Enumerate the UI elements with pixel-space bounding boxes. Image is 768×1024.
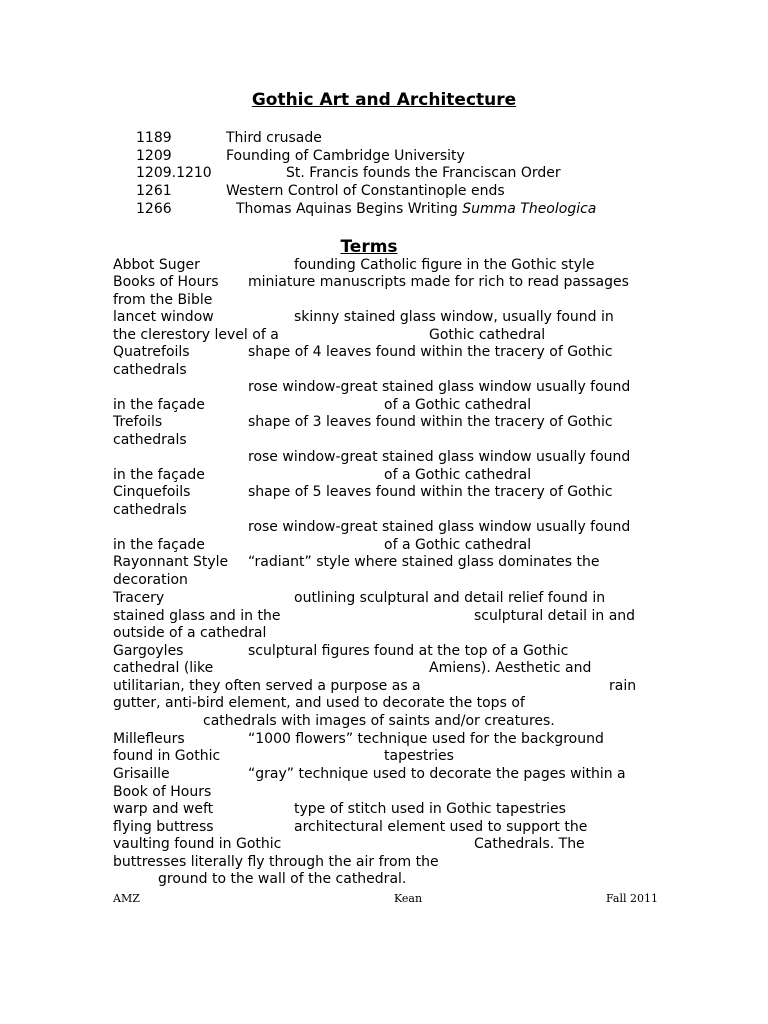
term-text: cathedrals with images of saints and/or creatures. <box>203 713 555 729</box>
term-name: Gargoyles <box>113 643 184 659</box>
term-name: Tracery <box>113 590 165 606</box>
term-definition: shape of 4 leaves found within the tracery of Gothic <box>248 344 613 360</box>
term-name: Quatrefoils <box>113 344 190 360</box>
term-text: the clerestory level of a <box>113 327 279 343</box>
timeline-year: 1209.1210 <box>136 165 212 181</box>
timeline-event: Founding of Cambridge University <box>226 148 465 164</box>
term-text: of a Gothic cathedral <box>384 537 532 553</box>
term-text: cathedrals <box>113 502 187 518</box>
term-name: flying buttress <box>113 819 214 835</box>
term-name: lancet window <box>113 309 214 325</box>
term-definition: sculptural figures found at the top of a Gothic <box>248 643 569 659</box>
term-text: stained glass and in the <box>113 608 281 624</box>
term-text: in the façade <box>113 467 205 483</box>
term-text: cathedrals <box>113 432 187 448</box>
term-text: found in Gothic <box>113 748 221 764</box>
terms-heading: Terms <box>340 237 398 257</box>
term-text: Book of Hours <box>113 784 212 800</box>
footer-right: Fall 2011 <box>606 892 658 905</box>
term-definition: skinny stained glass window, usually found in <box>294 309 614 325</box>
footer-center: Kean <box>394 892 423 905</box>
term-definition: “radiant” style where stained glass dominates the <box>248 554 600 570</box>
term-name: Grisaille <box>113 766 170 782</box>
term-definition: outlining sculptural and detail relief found in <box>294 590 606 606</box>
term-text: of a Gothic cathedral <box>384 467 532 483</box>
timeline-event: Third crusade <box>226 130 322 146</box>
term-text: Gothic cathedral <box>429 327 546 343</box>
timeline-year: 1261 <box>136 183 172 199</box>
term-text: sculptural detail in and <box>474 608 636 624</box>
term-text: Amiens). Aesthetic and <box>429 660 592 676</box>
term-name: Trefoils <box>113 414 163 430</box>
footer-left: AMZ <box>113 892 140 905</box>
term-text: gutter, anti-bird element, and used to decorate the tops of <box>113 695 525 711</box>
term-text: outside of a cathedral <box>113 625 267 641</box>
term-name: Abbot Suger <box>113 257 200 273</box>
term-text: in the façade <box>113 397 205 413</box>
term-name: Cinquefoils <box>113 484 191 500</box>
term-definition: founding Catholic figure in the Gothic style <box>294 257 595 273</box>
term-definition: rose window-great stained glass window usually found <box>248 449 631 465</box>
term-text: vaulting found in Gothic <box>113 836 282 852</box>
term-text: decoration <box>113 572 188 588</box>
timeline-event <box>236 201 596 218</box>
term-definition: type of stitch used in Gothic tapestries <box>294 801 566 817</box>
timeline-year: 1266 <box>136 201 172 217</box>
timeline-year: 1209 <box>136 148 172 164</box>
term-text: ground to the wall of the cathedral. <box>158 871 407 887</box>
timeline-year: 1189 <box>136 130 172 146</box>
term-text: Cathedrals. The <box>474 836 585 852</box>
term-text: rain <box>609 678 637 694</box>
term-name: Books of Hours <box>113 274 219 290</box>
term-definition: “gray” technique used to decorate the pages within a <box>248 766 626 782</box>
term-definition: “1000 flowers” technique used for the background <box>248 731 604 747</box>
term-text: utilitarian, they often served a purpose as a <box>113 678 421 694</box>
term-definition: architectural element used to support the <box>294 819 588 835</box>
term-name: Rayonnant Style <box>113 554 229 570</box>
term-definition: shape of 5 leaves found within the tracery of Gothic <box>248 484 613 500</box>
timeline-event: St. Francis founds the Franciscan Order <box>286 165 561 181</box>
term-definition: rose window-great stained glass window usually found <box>248 379 631 395</box>
timeline-event: Western Control of Constantinople ends <box>226 183 505 199</box>
term-text: tapestries <box>384 748 454 764</box>
timeline-event-text: Thomas Aquinas Begins Writing <box>236 201 458 217</box>
timeline-event-italic: Summa Theologica <box>462 201 597 217</box>
term-text: in the façade <box>113 537 205 553</box>
term-definition: shape of 3 leaves found within the tracery of Gothic <box>248 414 613 430</box>
term-definition: miniature manuscripts made for rich to read passages <box>248 274 629 290</box>
term-text: from the Bible <box>113 292 213 308</box>
term-text: cathedral (like <box>113 660 214 676</box>
term-definition: rose window-great stained glass window usually found <box>248 519 631 535</box>
document-title: Gothic Art and Architecture <box>251 90 517 110</box>
term-name: warp and weft <box>113 801 214 817</box>
term-text: cathedrals <box>113 362 187 378</box>
term-text: buttresses literally fly through the air from the <box>113 854 439 870</box>
term-text: of a Gothic cathedral <box>384 397 532 413</box>
term-name: Millefleurs <box>113 731 185 747</box>
